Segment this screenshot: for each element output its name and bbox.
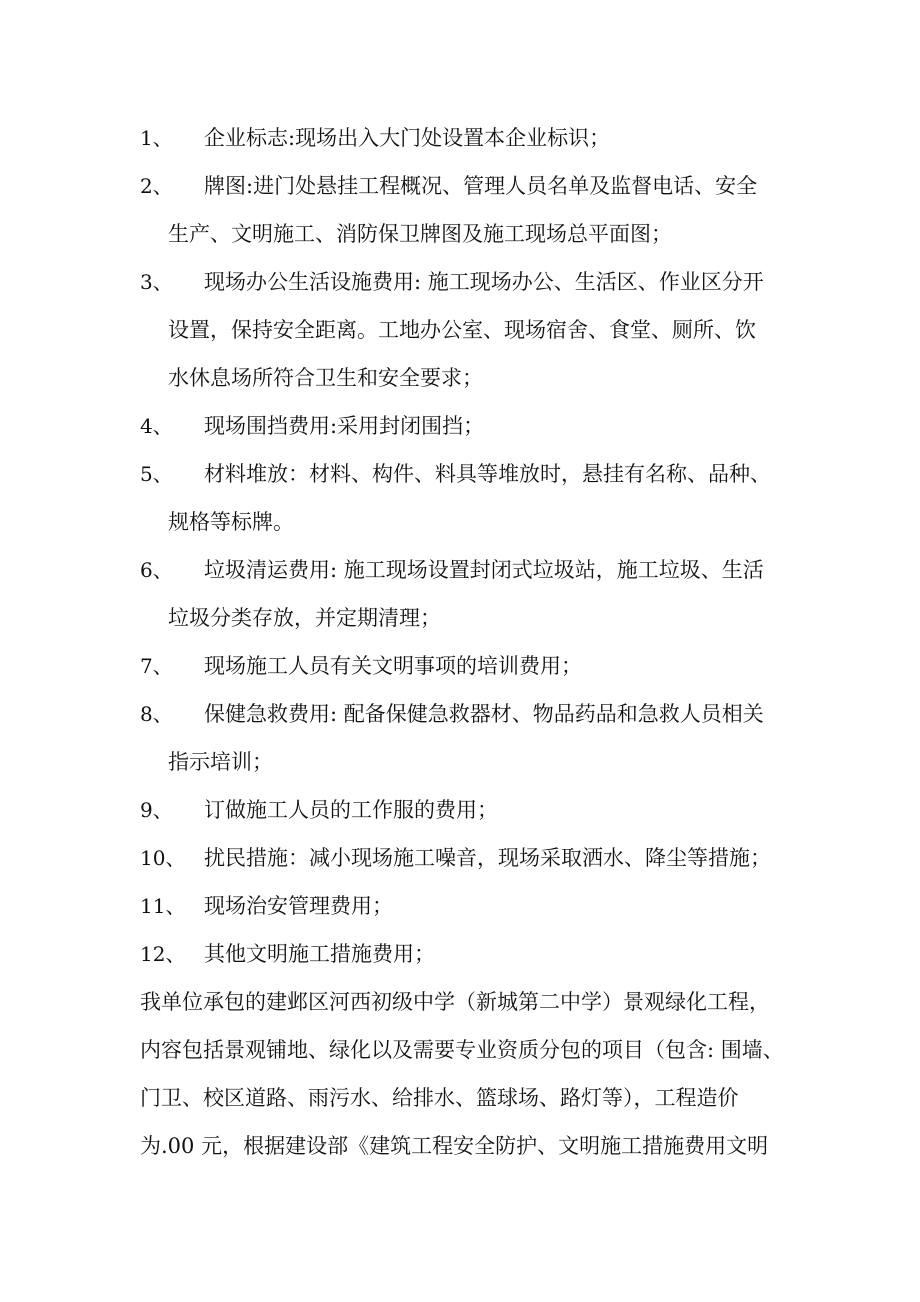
list-item: [140, 642, 790, 690]
item-text-line: 保健急救费用: 配备保健急救器材、物品药品和急救人员相关: [204, 702, 764, 726]
item-text-line: 扰民措施：减小现场施工噪音，现场采取洒水、降尘等措施；: [204, 846, 771, 870]
item-number: 10、: [140, 846, 186, 870]
list-item: [140, 786, 790, 834]
item-number: 9、: [140, 798, 173, 822]
item-text-line: 现场围挡费用:采用封闭围挡；: [204, 414, 485, 438]
item-text-line: 设置，保持安全距离。工地办公室、现场宿舍、食堂、厕所、饮: [168, 318, 756, 342]
item-text-line: 现场施工人员有关文明事项的培训费用；: [204, 654, 582, 678]
body-paragraph: [140, 978, 790, 1170]
item-text-line: 企业标志:现场出入大门处设置本企业标识；: [204, 126, 611, 150]
item-number: 7、: [140, 654, 173, 678]
item-text-line: 材料堆放：材料、构件、料具等堆放时，悬挂有名称、品种、: [204, 462, 771, 486]
item-number: 12、: [140, 942, 186, 966]
list-item: [140, 162, 790, 258]
list-item: [140, 882, 790, 930]
list-item: [140, 834, 790, 882]
list-item: [140, 258, 790, 402]
item-text-line: 其他文明施工措施费用；: [204, 942, 435, 966]
item-text-line: 牌图:进门处悬挂工程概况、管理人员名单及监督电话、安全: [204, 174, 758, 198]
list-item: [140, 450, 790, 546]
item-number: 11、: [140, 894, 186, 918]
item-number: 1、: [140, 126, 173, 150]
item-number: 5、: [140, 462, 173, 486]
item-text-line: 生产、文明施工、消防保卫牌图及施工现场总平面图；: [168, 222, 672, 246]
item-text-line: 垃圾分类存放，并定期清理；: [168, 606, 441, 630]
item-text-line: 订做施工人员的工作服的费用；: [204, 798, 498, 822]
list-item: [140, 546, 790, 642]
paragraph-line: 门卫、校区道路、雨污水、给排水、篮球场、路灯等），工程造价: [140, 1086, 739, 1110]
item-text-line: 垃圾清运费用: 施工现场设置封闭式垃圾站，施工垃圾、生活: [204, 558, 764, 582]
item-number: 8、: [140, 702, 173, 726]
list-item: [140, 690, 790, 786]
item-number: 6、: [140, 558, 173, 582]
list-item: [140, 402, 790, 450]
item-text-line: 规格等标牌。: [168, 510, 294, 534]
item-text-line: 指示培训；: [168, 750, 273, 774]
paragraph-line: 内容包括景观铺地、绿化以及需要专业资质分包的项目（包含: 围墙、: [140, 1038, 784, 1062]
paragraph-line: 我单位承包的建邺区河西初级中学（新城第二中学）景观绿化工程，: [140, 990, 770, 1014]
item-number: 3、: [140, 270, 173, 294]
list-item: [140, 930, 790, 978]
list-item: [140, 114, 790, 162]
measures-list: [140, 114, 790, 978]
paragraph-line: 为.00 元，根据建设部《建筑工程安全防护、文明施工措施费用文明: [140, 1134, 769, 1158]
item-text-line: 水休息场所符合卫生和安全要求；: [168, 366, 483, 390]
item-number: 4、: [140, 414, 173, 438]
item-text-line: 现场办公生活设施费用: 施工现场办公、生活区、作业区分开: [204, 270, 764, 294]
item-text-line: 现场治安管理费用；: [204, 894, 393, 918]
item-number: 2、: [140, 174, 173, 198]
